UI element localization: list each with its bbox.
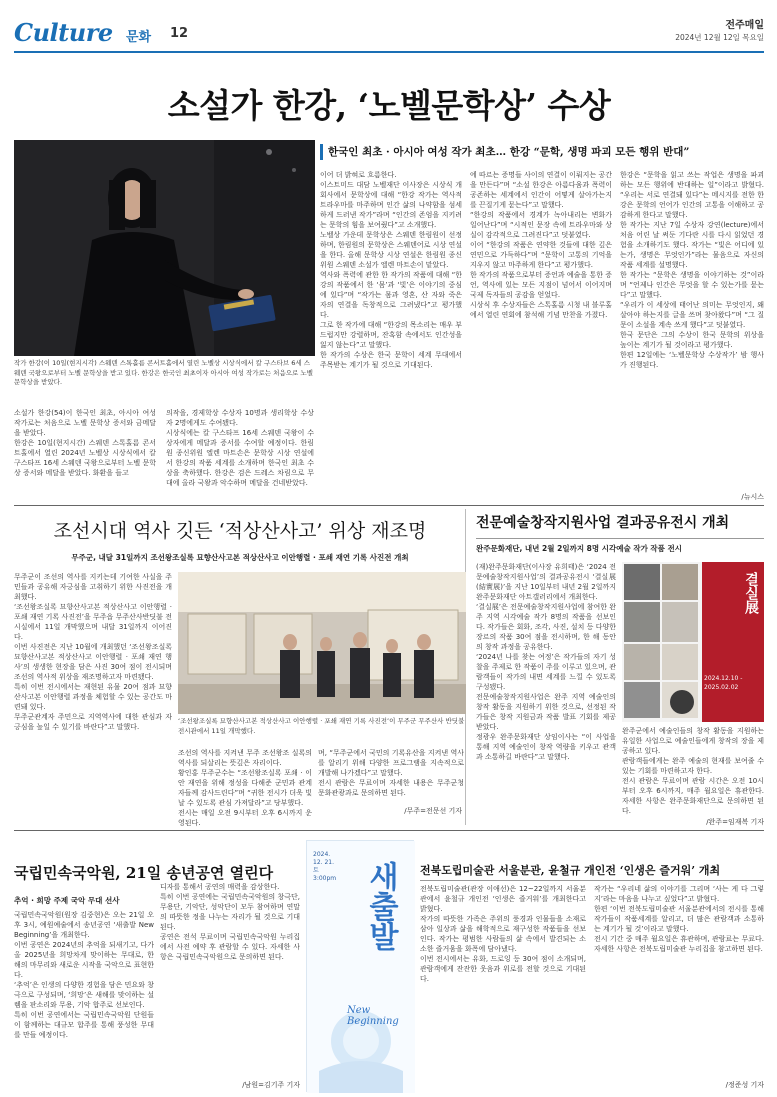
subhead-marker [320,144,323,160]
story4-byline: /남원=김기주 기자 [242,1081,300,1089]
story2-headline: 조선시대 역사 깃든 ‘적상산사고’ 위상 재조명 [53,520,427,542]
lead-byline: /뉴시스 [741,493,764,501]
story3-byline: /완주=임재복 기자 [706,818,764,826]
story2-photo-caption: ‘조선왕조실록 묘향산사고본 적상산사고 이안행렬 · 포쇄 재연 기록 사진전’이 무주군 무주산사 반딧불 전시관에서 11일 개막했다. [178,717,465,735]
lead-headline: 소설가 한강, ‘노벨문학상’ 수상 [167,86,611,125]
section-title-kr: 문화 [126,30,152,45]
divider-lead [14,505,764,506]
masthead-rule [14,51,764,53]
story4-body-col1: 국립민속국악원(원장 김중현)은 오는 21일 오후 3시, 예원예술에서 송년공연 ‘새출발 New Beginning’을 개최한다. 이번 공연은 2024년의 추억을 되새기고, 다가올 2025년을 희망차게 맞이하는 무대로, 한 해의 마무리와 새로운 시작을 국악으로 표현한다. ‘추억’은 인생의 다양한 경험을 담은 민요와 창극으로 구성되며, ‘희망’은 새해를 맞이하는 설렘을 판소리와 무용, 기악 합주로 선보인다. 특히 이번 공연에서는 국립민속국악원 단원들이 함께하는 대규모 합주를 통해 풍성한 무대를 만들 예정이다. [14,911,154,1039]
lead-photo-illustration [14,140,315,356]
story3-poster [622,562,764,722]
publish-date: 2024년 12월 12일 목요일 [675,33,764,42]
story2-body-col3: 며, “무주군에서 국민의 기록유산을 지켜낸 역사를 알리기 위해 다양한 프로그램을 지속적으로 개발해 나가겠다”고 말했다. 전시 관람은 무료이며 자세한 내용은 무주군청 문화관광과로 문의하면 된다. [318,749,464,797]
story2-photo [178,572,466,714]
story4-body-col2: 디자를 통해서 공연의 매력을 감상한다. 특히 이번 공연에는 국립민속국악원의 창극단, 무용단, 기악단, 성악단이 모두 참여하며 연말의 따뜻한 정을 나누는 자리가 될 것으로 기대된다. 공연은 전석 무료이며 국립민속국악원 누리집에서 사전 예약 후 관람할 수 있다. 자세한 사항은 국립민속국악원으로 문의하면 된다. [160,883,300,961]
story5-body-col1: 전북도립미술관(관장 이애선)은 12~22일까지 서울분관에서 윤철규 개인전 ‘인생은 즐거워’를 개최한다고 밝혔다. 작가의 따뜻한 가족은 주위의 풍경과 인물들을 소재로 삼아 일상과 삶을 해학적으로 재구성한 작품들을 선보인다. 작가는 평범한 사람들의 삶 속에서 발견되는 소소한 즐거움을 화폭에 담아냈다. 이번 전시에서는 유화, 드로잉 등 30여 점이 소개되며, 관람객에게 잔잔한 웃음과 위로를 전할 것으로 기대된다. [420,885,586,983]
story3-poster-dates: 2024.12.10 - 2025.02.02 [704,675,743,691]
lead-photo-caption: 작가 한강(이 10일(현지시각) 스웨덴 스톡홀름 콘서트홀에서 열린 노벨상 시상식에서 칼 구스타브 6세 스웨덴 국왕으로부터 노벨 문학상을 받고 있다. 한강은 한국인 최초이자 아시아 여성 작가로는 처음으로 노벨 문학상을 받았다. [14,359,313,386]
story3-body-col2: 완주군에서 예술인들의 창작 활동을 지원하는 유일한 사업으로 예술인들에게 창작의 장을 제공하고 있다. 관람객들에게는 완주 예술의 현재를 보여줄 수 있는 기회를 마련하고자 한다. 전시 관람은 무료이며 관람 시간은 오전 10시부터 오후 6시까지, 매주 월요일은 휴관한다. 자세한 사항은 완주문화재단으로 문의하면 된다. [622,727,764,815]
story3-rule [476,538,764,539]
story5-headline: 전북도립미술관 서울분관, 윤철규 개인전 ‘인생은 즐거워’ 개최 [420,864,721,877]
story4-poster-title: 새출발 [363,861,398,951]
divider-bottom [14,830,764,831]
lead-body-col3: 이어 더 밝혀로 흐름한다. 이스트미드 대담 노벨재단 이사장은 시상식 개회사에서 문학상에 대해 “한강 작가는 역사적 트라우마를 마주하며 인간 삶의 나약함을 섬세하게 드러낸 작가”라며 “인간의 존엄을 지키려는 문학의 힘을 보여줬다”고 소개했다. 노벨상 가운데 문학상은 스웨덴 한림원이 선정하며, 한림원의 문학상은 스웨덴어로 시상 연설을 한다. 올해 문학상 시상 연설은 한림원 종신위원 스웨덴 소설가 엘렌 마트손이 맡았다. 역사와 폭력에 관한 한 작가의 작품에 대해 “한강의 작품에서 한 ‘몸’과 ‘빛’은 이야기의 중심에 있다”며 “작가는 몸과 영혼, 산 자와 죽은 자의 연결을 독창적으로 그려냈다”고 평가했다. 그로 한 작가에 대해 “한강의 목소리는 매우 부드럽지만 강렬하며, 잔혹함 속에서도 인간성을 잃지 않는다”고 말했다. 한 작가의 수상은 한국 문학이 세계 무대에서 주목받는 계기가 될 것으로 기대된다. [320,171,462,369]
story4-subhead: 추억 · 희망 주제 국악 무대 선사 [14,896,120,905]
masthead [14,18,764,50]
story5-byline: /정준성 기자 [725,1081,764,1089]
story4-headline: 국립민속국악원, 21일 송년공연 열린다 [14,864,274,882]
story4-poster [306,840,414,1092]
page-number: 12 [170,26,189,41]
lead-photo [14,140,315,356]
story2-body-col2: 조선의 역사를 지켜낸 무주 조선왕조 실록의 역사를 되살리는 뜻깊은 자리이다. 황인홍 무주군수는 “조선왕조실록 포쇄 · 이안 재연을 위해 정성을 다해준 군민과 관계자들께 감사드린다”며 “귀한 전시가 더욱 빛날 수 있도록 관심 가져달라”고 당부했다. 전시는 매일 오전 9시부터 오후 6시까지 운영된다. [178,749,312,827]
story3-headline: 전문예술창작지원사업 결과공유전시 개최 [476,515,730,531]
story5-rule [420,880,764,881]
lead-body-col4: 에 따르는 증명들 사이의 연결이 이뤄지는 공간을 만든다”며 “소설 한강은 아름다움과 폭력이 공존하는 세계에서 인간이 어떻게 살아가는지를 끈질기게 묻는다”고 말했다. “한강의 작품에서 경계가 녹아내리는 변화가 일어난다”며 “시적인 문장 속에 트라우마와 상실이 감각적으로 그려진다”고 덧붙였다. 이어 “한강의 작품은 연약한 것들에 대한 깊은 연민으로 가득하다”며 “문학이 고통의 기억을 지우지 않고 마주하게 한다”고 평가했다. 한 작가의 작품으로부터 증언과 예술을 통한 증언, 역사에 있는 모든 지점이 넘어서 이어지며 국제 독자들의 공감을 얻었다. 시상식 후 수상자들은 스톡홀름 시청 내 블루홀에서 열린 연회에 참석해 기념 만찬을 가졌다. [470,171,612,319]
story3-poster-title: 결실展 [743,572,759,614]
story2-body-col1: 무주군이 조선의 역사를 지키는데 기여한 사실을 주민들과 공유해 자긍심을 고취하기 위한 사진전을 개최했다. ‘조선왕조실록 묘향산사고본 적상산사고 이안행렬 · 포쇄 재연 기록 사진전’을 무주읍 무주산사반딧불 전시실에서 11일 개막했으며 내달 31일까지 이어진다. 이번 사진전은 지난 10월에 개최했던 ‘조선왕조실록 묘향산사고본 적상산사고 이안행렬 · 포쇄 재연 행사’의 생생한 현장을 담은 사진 30여 점이 전시되며 조선의 역사적 위상을 재조명하고자 마련됐다. 특히 이번 전시에서는 재현된 유물 20여 점과 묘향산사고본 이안행렬 과정을 체험할 수 있는 공간도 마련돼 있다. 무주군관계자 주민으로 지역역사에 대한 관심과 자긍심을 높일 수 있기를 바란다”고 말했다. [14,573,172,731]
lead-subhead-bar [320,140,764,165]
story4-poster-date: 2024. 12. 21. 토 3:00pm [313,851,337,882]
lead-subhead: 한국인 최초 · 아시아 여성 작가 최초… 한강 “문학, 생명 파괴 모든 행위 반대” [328,146,690,158]
section-title-en: Culture [14,18,113,47]
story3-subhead: 완주문화재단, 내년 2월 2일까지 8명 시각예술 작가 작품 전시 [476,544,683,553]
story2-subhead: 무주군, 내달 31일까지 조선왕조실록 묘향산사고본 적상산사고 이안행렬 · 포쇄 재연 기록 사진전 개최 [71,553,409,562]
story2-byline: /무주=전문선 기자 [404,807,462,815]
paper-name: 전주매일 [725,20,764,31]
lead-photo-area [14,140,315,356]
story2-photo-illustration [178,572,466,714]
lead-body-col2: 의작을, 경제학상 수상자 10명과 생리학상 수상자 2명에게도 수여됐다. 시상식에는 칼 구스타프 16세 스웨덴 국왕이 수상자에게 메달과 증서를 수여할 예정이다. 한림원 종신위원 엘렌 마트손은 문학상 시상 연설에서 한강의 작품 세계를 소개하며 한국인 최초 수상을 축하했다. 한강은 검은 드레스 차림으로 무대에 올라 국왕과 악수하며 메달을 건네받았다. [166,409,314,487]
story3-body-col1: (재)완주문화재단(이사장 유희태)은 ‘2024 전문예술창작지원사업’의 결과공유전시 ‘결실展(結實展)’을 지난 10일부터 내년 2월 2일까지 완주문화재단 아트갤러리에서 개최한다. ‘결실展’은 전문예술창작지원사업에 참여한 완주 지역 시각예술 작가 8명의 작품을 선보인다. 작가들은 회화, 조각, 사진, 설치 등 다양한 장르의 작품 30여 점을 전시하며, 한 해 동안의 창작 과정을 공유한다. ‘2024년 나를 찾는 여정’은 작가들의 자기 성찰을 주제로 한 작품이 주를 이루고 있으며, 관람객들이 작가의 내면 세계를 느낄 수 있도록 구성됐다. 전문예술창작지원사업은 완주 지역 예술인의 창작 활동을 지원하기 위한 것으로, 선정된 작가들은 창작 지원금과 작품 발표 기회를 제공받았다. 정광우 완주문화재단 상임이사는 “이 사업을 통해 지역 예술인이 창작 역량을 키우고 관객과 소통하길 바란다”고 말했다. [476,563,616,761]
story5-body-col2: 작가는 “우리네 삶의 이야기를 그리며 ‘사는 게 다 그렇지’라는 마음을 나누고 싶었다”고 밝혔다. 한편 ‘이번 전북도립미술관 서울분관에서의 전시를 통해 작가들이 작품세계를 알리고, 더 많은 관람객과 소통하는 계기가 될 것’이라고 말했다. 전시 기간 중 매주 월요일은 휴관하며, 관람료는 무료다. 자세한 사항은 전북도립미술관 누리집을 참고하면 된다. [594,885,764,953]
story4-poster-en: New Beginning [347,1005,399,1027]
lead-body-col5: 한강은 “문학을 읽고 쓰는 작업은 생명을 파괴하는 모든 행위에 반대하는 일”이라고 밝혔다. “우리는 서로 연결돼 있다”는 메시지를 전한 한강은 문학의 언어가 인간의 고통을 이해하고 공감하게 한다고 말했다. 한 작가는 지난 7일 수상자 강연(lecture)에서 처음 어린 날 써둔 기다란 시를 다시 읽었던 경험을 소개하기도 했다. 작가는 “빛은 어디에 있는가, 생명은 무엇인가”라는 물음으로 자신의 작품 세계를 설명했다. 한 작가는 “문학은 생명을 이야기하는 것”이라며 “언제나 인간은 무엇을 할 수 있는가를 묻는다”고 말했다. “우리가 이 세상에 태어난 의미는 무엇인지, 왜 살아야 하는지를 글을 쓰며 찾아왔다”며 “그 질문이 소설을 계속 쓰게 했다”고 덧붙였다. 한국 문단은 그의 수상이 한국 문학의 위상을 높이는 계기가 될 것이라고 평가했다. 한편 12일에는 ‘노벨문학상 수상작가’ 밤 행사가 진행된다. [620,171,764,369]
lead-body-col1: 소설가 한강(54)이 한국인 최초, 아시아 여성 작가로는 처음으로 노벨 문학상 증서와 금메달을 받았다. 한강은 10일(현지시간) 스웨덴 스톡홀름 콘서트홀에서 열린 2024년 노벨상 시상식에서 칼 구스타프 16세 스웨덴 국왕으로부터 노벨 문학상 증서와 메달을 받았다. 화환을 들고 [14,409,156,477]
